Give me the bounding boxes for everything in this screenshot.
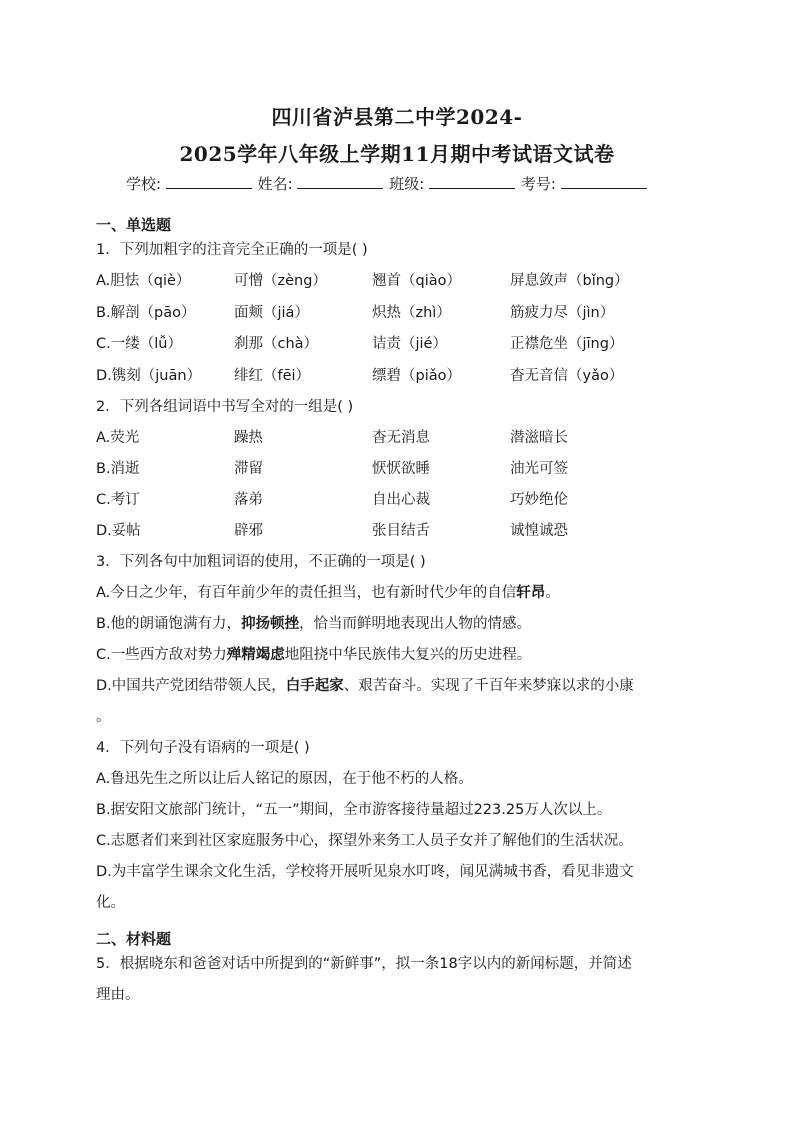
q1-c-1: C.一缕（lǚ） [96, 336, 182, 352]
q2-b-2: 滞留 [234, 461, 263, 477]
q2-a-1: A.荧光 [96, 430, 140, 446]
q1-d-4: 杳无音信（yǎo） [510, 368, 624, 384]
q1-c-2: 刹那（chà） [234, 336, 319, 352]
q2-stem: 2．下列各组词语中书写全对的一组是( ) [96, 399, 354, 415]
q1-b-2: 面颊（jiá） [234, 305, 309, 321]
q1-a-1: A.胆怯（qiè） [96, 273, 191, 289]
exam-number-field[interactable] [561, 174, 647, 189]
q3-b-end: ，恰当而鲜明地表现出人物的情感。 [299, 616, 532, 632]
q3-stem: 3．下列各句中加粗词语的使用，不正确的一项是( ) [96, 554, 426, 570]
q3-option-b[interactable] [96, 612, 531, 633]
q2-a-2: 躁热 [234, 430, 263, 446]
q3-option-c[interactable] [96, 643, 531, 664]
q3-a-bold: 轩昂 [516, 585, 546, 601]
section-heading-material: 二、材料题 [96, 930, 172, 948]
q2-c-4: 巧妙绝伦 [510, 492, 568, 508]
q3-c-end: 地阻挠中华民族伟大复兴的历史进程。 [284, 647, 532, 663]
q5-stem-line1: 5．根据晓东和爸爸对话中所提到的“新鲜事”，拟一条18字以内的新闻标题，并简述 [96, 956, 632, 972]
q1-c-3: 诘责（jié） [372, 336, 447, 352]
class-label: 班级: [389, 175, 425, 193]
school-label: 学校: [126, 175, 162, 193]
q3-c-bold: 殚精竭虑 [226, 647, 285, 663]
q4-option-d-continued: 化。 [96, 895, 125, 911]
q2-a-4: 潜滋暗长 [510, 430, 568, 446]
q3-d-text: D.中国共产党团结带领人民， [96, 678, 286, 694]
name-field[interactable] [297, 174, 383, 189]
q1-b-3: 炽热（zhì） [372, 305, 451, 321]
q3-option-a[interactable] [96, 581, 560, 602]
q2-d-2: 辟邪 [234, 523, 263, 539]
q1-d-3: 缥碧（piǎo） [372, 368, 461, 384]
q2-b-4: 油光可签 [510, 461, 568, 477]
q1-a-3: 翘首（qiào） [372, 273, 461, 289]
name-label: 姓名: [257, 175, 293, 193]
exam-title-line2: 2025学年八年级上学期11月期中考试语文试卷 [179, 142, 615, 166]
q3-d-bold: 白手起家 [285, 678, 344, 694]
q2-d-4: 诚惶诚恐 [510, 523, 568, 539]
q4-stem: 4．下列句子没有语病的一项是( ) [96, 740, 310, 756]
q5-stem-line2: 理由。 [96, 987, 140, 1003]
q3-b-text: B.他的朗诵饱满有力， [96, 616, 242, 632]
q4-option-a[interactable]: A.鲁迅先生之所以让后人铭记的原因，在于他不朽的人格。 [96, 771, 473, 787]
school-field[interactable] [166, 174, 252, 189]
q2-c-3: 自出心裁 [372, 492, 430, 508]
q2-a-3: 杳无消息 [372, 430, 430, 446]
q3-option-d[interactable] [96, 674, 634, 695]
q1-b-4: 筋疲力尽（jìn） [510, 305, 615, 321]
q2-d-3: 张目结舌 [372, 523, 430, 539]
q3-a-end: 。 [545, 585, 560, 601]
q4-option-c[interactable]: C.志愿者们来到社区家庭服务中心，探望外来务工人员子女并了解他们的生活状况。 [96, 833, 633, 849]
q1-d-2: 绯红（fēi） [234, 368, 311, 384]
q2-d-1: D.妥帖 [96, 523, 141, 539]
q3-c-text: C.一些西方敌对势力 [96, 647, 227, 663]
q2-b-1: B.消逝 [96, 461, 140, 477]
q2-b-3: 恹恹欲睡 [372, 461, 430, 477]
q1-stem: 1．下列加粗字的注音完全正确的一项是( ) [96, 242, 368, 258]
q3-option-d-continued: 。 [96, 709, 111, 725]
student-info-fields [126, 173, 648, 194]
section-heading-single-choice: 一、单选题 [96, 216, 172, 234]
class-field[interactable] [429, 174, 515, 189]
q2-c-2: 落弟 [234, 492, 263, 508]
q2-c-1: C.考订 [96, 492, 140, 508]
q3-a-text: A.今日之少年，有百年前少年的责任担当，也有新时代少年的自信 [96, 585, 517, 601]
q1-b-1: B.解剖（pāo） [96, 305, 196, 321]
exam-number-label: 考号: [520, 175, 556, 193]
q3-b-bold: 抑扬顿挫 [241, 616, 300, 632]
q4-option-d[interactable]: D.为丰富学生课余文化生活，学校将开展听见泉水叮咚，闻见满城书香，看见非遗文 [96, 864, 634, 880]
q1-d-1: D.镌刻（juān） [96, 368, 202, 384]
q3-d-end: 、艰苦奋斗。实现了千百年来梦寐以求的小康 [343, 678, 634, 694]
q1-c-4: 正襟危坐（jīng） [510, 336, 624, 352]
q1-a-2: 可憎（zèng） [234, 273, 327, 289]
q1-a-4: 屏息敛声（bǐng） [510, 273, 629, 289]
exam-title-line1: 四川省泸县第二中学2024- [271, 105, 523, 129]
q4-option-b[interactable]: B.据安阳文旅部门统计，“五一”期间，全市游客接待量超过223.25万人次以上。 [96, 802, 612, 818]
